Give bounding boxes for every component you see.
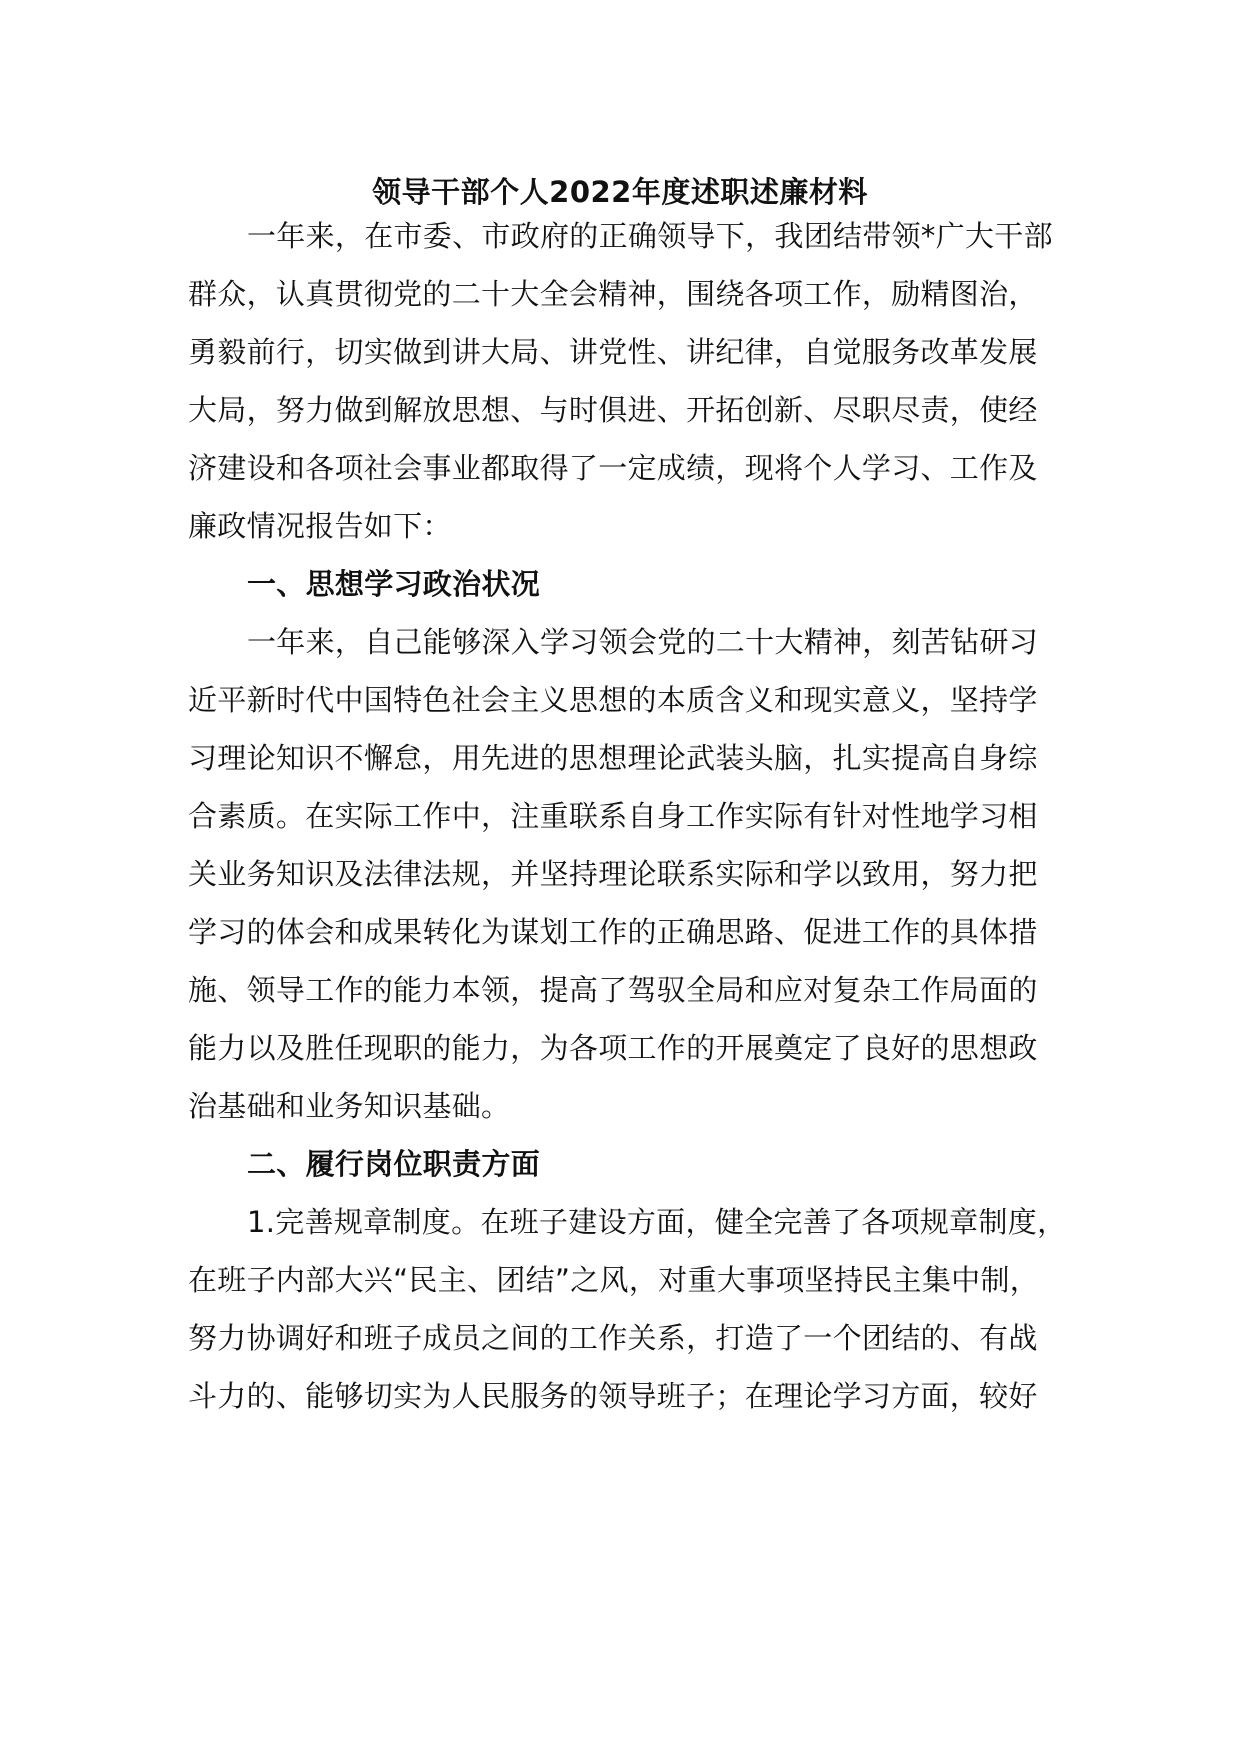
paragraph-line: 能力以及胜任现职的能力，为各项工作的开展奠定了良好的思想政	[188, 1031, 1038, 1065]
paragraph-line: 大局，努力做到解放思想、与时俱进、开拓创新、尽职尽责，使经	[188, 393, 1038, 427]
paragraph-line: 一年来，自己能够深入学习领会党的二十大精神，刻苦钻研习	[247, 625, 1039, 659]
document-title: 领导干部个人2022年度述职述廉材料	[372, 175, 868, 209]
paragraph-line: 合素质。在实际工作中，注重联系自身工作实际有针对性地学习相	[188, 799, 1038, 833]
paragraph-line: 1.完善规章制度。在班子建设方面，健全完善了各项规章制度，	[247, 1205, 1067, 1239]
section-heading: 一、思想学习政治状况	[247, 567, 541, 601]
paragraph-line: 近平新时代中国特色社会主义思想的本质含义和现实意义，坚持学	[188, 683, 1038, 717]
paragraph-line: 一年来，在市委、市政府的正确领导下，我团结带领*广大干部	[247, 219, 1053, 253]
paragraph-line: 习理论知识不懈怠，用先进的思想理论武装头脑，扎实提高自身综	[188, 741, 1038, 775]
paragraph-line: 在班子内部大兴“民主、团结”之风，对重大事项坚持民主集中制，	[188, 1263, 1040, 1297]
paragraph-line: 勇毅前行，切实做到讲大局、讲党性、讲纪律，自觉服务改革发展	[188, 335, 1038, 369]
paragraph-line: 努力协调好和班子成员之间的工作关系，打造了一个团结的、有战	[188, 1321, 1038, 1355]
paragraph-line: 学习的体会和成果转化为谋划工作的正确思路、促进工作的具体措	[188, 915, 1038, 949]
paragraph-line: 廉政情况报告如下：	[188, 509, 452, 543]
paragraph-line: 关业务知识及法律法规，并坚持理论联系实际和学以致用，努力把	[188, 857, 1038, 891]
paragraph-line: 济建设和各项社会事业都取得了一定成绩，现将个人学习、工作及	[188, 451, 1038, 485]
paragraph-line: 斗力的、能够切实为人民服务的领导班子；在理论学习方面，较好	[188, 1379, 1038, 1413]
paragraph-line: 群众，认真贯彻党的二十大全会精神，围绕各项工作，励精图治，	[188, 277, 1038, 311]
paragraph-line: 治基础和业务知识基础。	[188, 1089, 511, 1123]
section-heading: 二、履行岗位职责方面	[247, 1147, 541, 1181]
paragraph-line: 施、领导工作的能力本领，提高了驾驭全局和应对复杂工作局面的	[188, 973, 1038, 1007]
